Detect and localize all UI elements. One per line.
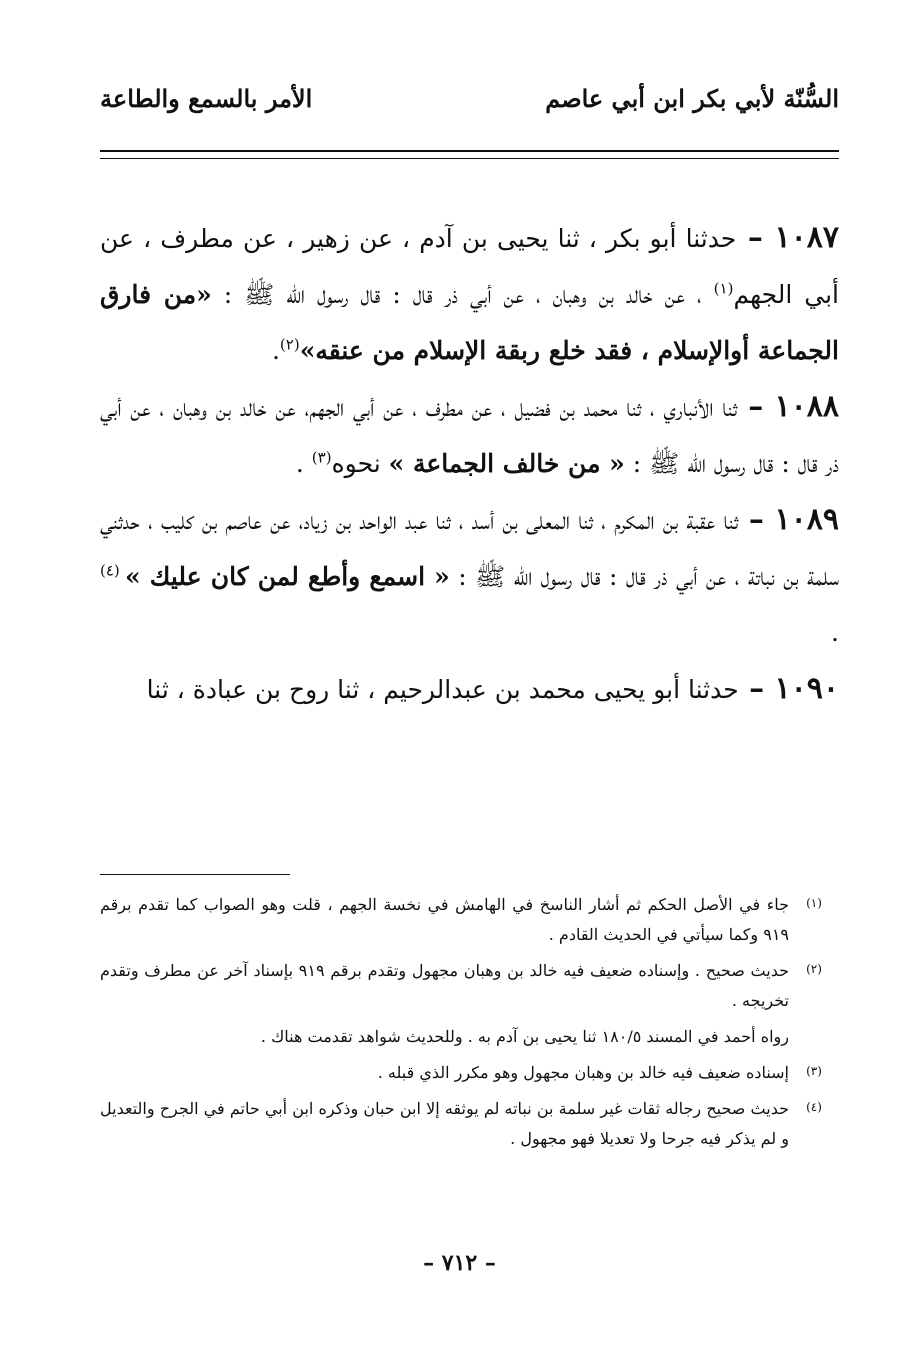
hadith-end: . [295, 449, 312, 478]
footnote-2-continuation: رواه أحمد في المسند ١٨٠/٥ ثنا يحيى بن آدم به . وللحديث شواهد تقدمت هناك . [260, 1027, 789, 1046]
hadith-number: ١٠٨٩ [774, 502, 839, 537]
hadith-text: ثنا الأنباري ، ثنا محمد بن فضيل ، عن مطرف ، عن أبي الجهم، عن خالد بن وهبان ، عن أبي ذر قال : قال رسول الله ﷺ : [100, 393, 839, 478]
hadith-text: نحوه [331, 449, 389, 478]
footnote-text: حديث صحيح رجاله ثقات غير سلمة بن نباته لم يوثقه إلا ابن حبان وذكره ابن أبي حاتم في الجرح والتعديل و لم يذكر فيه جرحا ولا تعديلا فهو مجهول . [100, 1099, 789, 1148]
footnote-mark: (٤) [806, 1100, 822, 1114]
footnote-text: جاء في الأصل الحكم ثم أشار الناسخ في الهامش في نخسة الجهم ، قلت وهو الصواب كما تقدم برقم ٩١٩ وكما سيأتي في الحديث القادم . [100, 895, 789, 944]
main-text [100, 210, 839, 718]
hadith-text: حدثنا أبو بكر ، ثنا يحيى بن آدم ، عن زهير ، عن مطرف ، عن أبي الجهم [100, 224, 839, 309]
hadith-text: حدثنا أبو يحيى محمد بن عبدالرحيم ، ثنا روح بن عبادة ، ثنا [146, 675, 739, 704]
hadith-end: . [831, 618, 839, 647]
footnote-3 [100, 1058, 839, 1088]
hadith-1087 [100, 210, 839, 379]
footnote-ref: (٢) [279, 335, 300, 354]
footnote-ref: (٣) [311, 448, 332, 467]
hadith-dash: – [736, 220, 775, 255]
page-number: – ٧١٢ – [423, 1250, 496, 1276]
footnote-rule [100, 874, 290, 875]
hadith-text: ، عن خالد بن وهبان ، عن أبي ذر قال : قال رسول الله ﷺ : [211, 280, 714, 309]
hadith-quote: «من فارق الجماعة أوالإسلام ، فقد خلع ربقة الإسلام من عنقه» [100, 280, 839, 365]
hadith-quote: « من خالف الجماعة » [388, 449, 625, 478]
hadith-dash: – [738, 671, 775, 706]
hadith-number: ١٠٨٧ [774, 220, 839, 255]
running-header [100, 78, 839, 118]
header-rule-thin [100, 158, 839, 159]
footnote-4 [100, 1094, 839, 1154]
hadith-dash: – [738, 502, 775, 537]
footnotes [100, 890, 839, 1160]
footnote-text: إسناده ضعيف فيه خالد بن وهبان مجهول وهو مكرر الذي قبله . [377, 1063, 789, 1082]
footnote-2 [100, 956, 839, 1016]
hadith-1088 [100, 379, 839, 492]
hadith-dash: – [737, 389, 775, 424]
hadith-1089 [100, 492, 839, 661]
hadith-end: . [271, 336, 280, 365]
footnote-text: حديث صحيح . وإسناده ضعيف فيه خالد بن وهبان مجهول وتقدم برقم ٩١٩ بإسناد آخر عن مطرف وتقدم تخريجه . [100, 961, 789, 1010]
footnote-mark: (٢) [806, 962, 822, 976]
footnote-mark: (٣) [806, 1064, 822, 1078]
footnote-mark: (١) [806, 896, 822, 910]
book-title: السُّنّة لأبي بكر ابن أبي عاصم [545, 83, 839, 113]
hadith-text: ثنا عقبة بن المكرم ، ثنا المعلى بن أسد ، ثنا عبد الواحد بن زياد، عن عاصم بن كليب ، حدثني سلمة بن نباتة ، عن أبي ذر قال : قال رسول الله ﷺ : [100, 506, 839, 591]
chapter-title: الأمر بالسمع والطاعة [100, 83, 313, 113]
hadith-1090 [100, 661, 839, 718]
footnote-ref: (٤) [100, 561, 125, 580]
hadith-number: ١٠٨٨ [774, 389, 839, 424]
footnote-ref: (١) [713, 279, 734, 298]
header-rule-thick [100, 150, 839, 152]
hadith-number: ١٠٩٠ [774, 671, 839, 706]
footnote-1 [100, 890, 839, 950]
hadith-quote: « اسمع وأطع لمن كان عليك » [125, 562, 450, 591]
